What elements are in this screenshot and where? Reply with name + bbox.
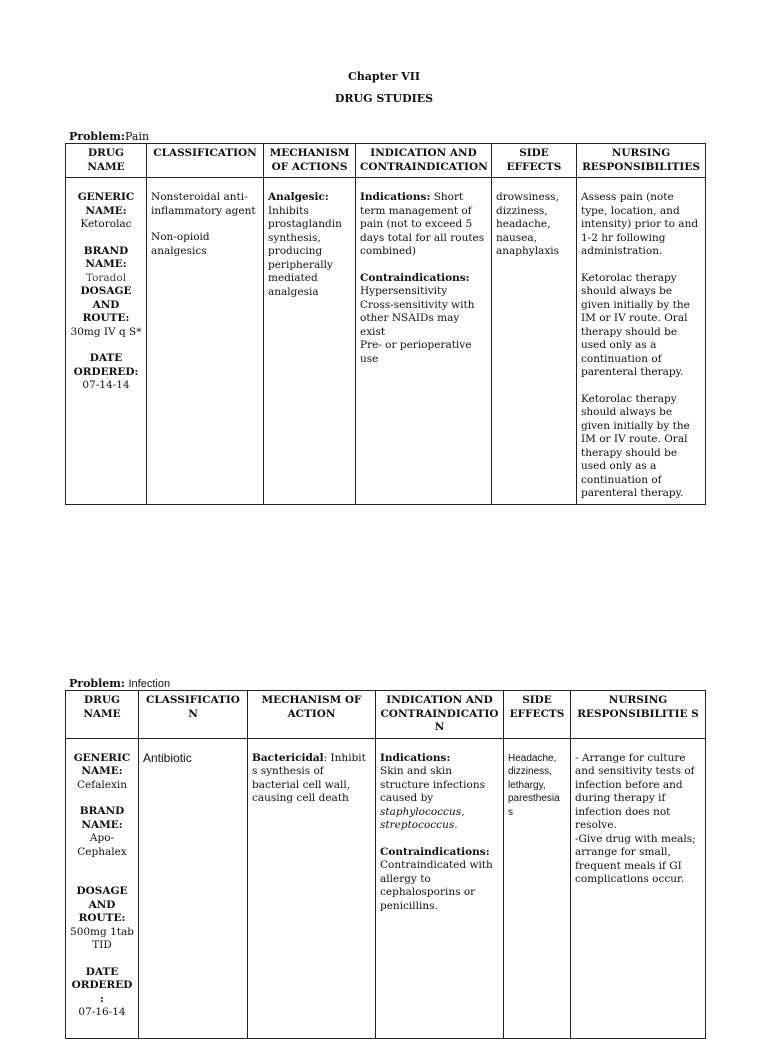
indications-organisms: staphylococcus, streptococcus. xyxy=(380,805,465,831)
mechanism-text: Inhibits prostaglandin synthesis, producing peripherally mediated analgesia xyxy=(268,204,342,298)
header-indication: INDICATION AND CONTRAINDICATIO N xyxy=(376,691,504,739)
header-side-effects: SIDE EFFECTS xyxy=(492,144,577,178)
side-effects-cell xyxy=(504,738,571,1038)
drug-table-infection xyxy=(65,690,706,1039)
header-classification: CLASSIFICATIO N xyxy=(139,691,248,739)
mechanism-cell xyxy=(264,178,356,505)
nursing-cell xyxy=(571,738,706,1038)
indications-label: Indications: xyxy=(360,191,431,203)
mechanism-text: : Inhibit s synthesis of bacterial cell wall, causing cell death xyxy=(252,751,366,804)
contraindication-item: Pre- or perioperative use xyxy=(360,339,472,365)
nursing-item: Ketorolac therapy should always be given initially by the IM or IV route. Oral therapy should be used only as a continuation of parenteral therapy. xyxy=(581,271,690,378)
header-indication: INDICATION AND CONTRAINDICATION xyxy=(356,144,492,178)
generic-name: Cefalexin xyxy=(76,778,127,791)
table-row xyxy=(66,178,706,505)
drug-table-pain xyxy=(65,143,706,505)
table-header-row xyxy=(66,144,706,178)
brand-name: Toradol xyxy=(85,271,127,284)
nursing-item: -Give drug with meals; arrange for small, frequent meals if GI complications occur. xyxy=(575,832,696,885)
header-side-effects: SIDE EFFECTS xyxy=(504,691,571,739)
indications-text: Skin and skin structure infections caused by xyxy=(380,765,485,804)
contraindication-item: Contraindicated with allergy to cephalosporins or penicillins. xyxy=(380,859,493,912)
contraindication-item: Hypersensitivity xyxy=(360,285,448,297)
generic-name: Ketorolac xyxy=(80,218,132,230)
mechanism-cell xyxy=(248,738,376,1038)
header-nursing: NURSING RESPONSIBILITIE S xyxy=(571,691,706,739)
header-classification: CLASSIFICATION xyxy=(147,144,264,178)
chapter-heading: Chapter VII xyxy=(347,70,421,83)
header-drug-name: DRUG NAME xyxy=(66,144,147,178)
drug-name-cell xyxy=(66,178,147,505)
brand-name: Apo-Cephalex xyxy=(77,832,127,858)
classification-text: Nonsteroidal anti-inflammatory agent xyxy=(151,191,256,217)
drug-name-cell xyxy=(66,738,139,1038)
header-drug-name: DRUG NAME xyxy=(66,691,139,739)
date-label: DATE ORDERED: xyxy=(73,352,139,378)
classification-text: Antibiotic xyxy=(143,750,192,765)
dosage-label: DOSAGE AND ROUTE: xyxy=(76,885,128,924)
indications-label: Indications: xyxy=(380,751,451,764)
header-mechanism: MECHANISM OF ACTION xyxy=(248,691,376,739)
problem-pain xyxy=(69,130,149,143)
document-title: DRUG STUDIES xyxy=(334,92,434,105)
nursing-item: - Arrange for culture and sensitivity tests of infection before and during therapy if infection does not resolve. xyxy=(575,751,695,831)
side-effects-text: drowsiness, dizziness, headache, nausea, anaphylaxis xyxy=(496,191,559,257)
problem-value: Pain xyxy=(124,130,150,143)
contraindications-label: Contraindications: xyxy=(360,271,470,284)
indication-cell xyxy=(356,178,492,505)
dosage-label: DOSAGE AND ROUTE: xyxy=(80,285,132,324)
date-label: DATE ORDERED : xyxy=(71,965,133,1005)
problem-value: Infection xyxy=(128,678,171,690)
date-value: 07-16-14 xyxy=(78,1006,126,1018)
brand-label: BRAND NAME: xyxy=(79,805,125,831)
nursing-cell xyxy=(577,178,706,505)
generic-label: GENERIC NAME: xyxy=(77,191,135,217)
nursing-item: Assess pain (note type, location, and intensity) prior to and 1-2 hr following administration. xyxy=(581,191,699,257)
header-mechanism: MECHANISM OF ACTIONS xyxy=(264,144,356,178)
contraindications-label: Contraindications: xyxy=(380,845,490,858)
side-effects-text: Headache, dizziness, lethargy, paresthesia s xyxy=(508,752,560,818)
indications-text: Short term management of pain (not to exceed 5 days total for all routes combined) xyxy=(360,191,485,257)
dosage-value: 500mg 1tab TID xyxy=(70,925,134,951)
header-nursing: NURSING RESPONSIBILITIES xyxy=(577,144,706,178)
table-row xyxy=(66,738,706,1038)
classification-cell xyxy=(139,738,248,1038)
problem-infection xyxy=(69,677,170,690)
dosage-value: 30mg IV q S* xyxy=(70,325,142,338)
date-value: 07-14-14 xyxy=(82,379,130,391)
mechanism-label: Bactericidal xyxy=(252,751,324,764)
problem-label: Problem: xyxy=(69,130,125,143)
classification-text: Non-opioid analgesics xyxy=(151,231,210,257)
side-effects-cell xyxy=(492,178,577,505)
contraindication-item: Cross-sensitivity with other NSAIDs may exist xyxy=(360,298,475,338)
nursing-item: Ketorolac therapy should always be given initially by the IM or IV route. Oral therapy should be used only as a continuation of parenteral therapy. xyxy=(581,392,690,499)
classification-cell xyxy=(147,178,264,505)
indication-cell xyxy=(376,738,504,1038)
generic-label: GENERIC NAME: xyxy=(73,751,131,777)
mechanism-label: Analgesic: xyxy=(268,191,329,203)
problem-label: Problem: xyxy=(69,677,125,690)
table-header-row xyxy=(66,691,706,739)
brand-label: BRAND NAME: xyxy=(83,244,129,270)
